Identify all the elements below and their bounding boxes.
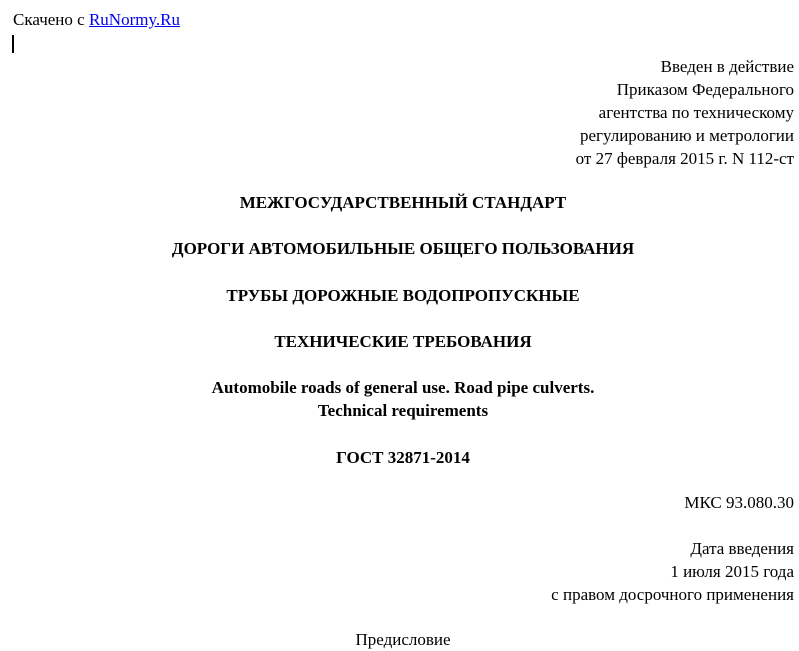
source-line bbox=[13, 9, 180, 31]
foreword-heading: Предисловие bbox=[355, 630, 451, 649]
approval-line: агентства по техническому bbox=[598, 103, 794, 122]
standard-title-line-2: ТРУБЫ ДОРОЖНЫЕ ВОДОПРОПУСКНЫЕ bbox=[226, 286, 580, 305]
intro-date-line: 1 июля 2015 года bbox=[670, 562, 794, 581]
intro-date-line: Дата введения bbox=[690, 539, 794, 558]
standard-title-line-3: ТЕХНИЧЕСКИЕ ТРЕБОВАНИЯ bbox=[274, 332, 532, 351]
standard-type-heading: МЕЖГОСУДАРСТВЕННЫЙ СТАНДАРТ bbox=[239, 193, 567, 212]
source-prefix: Скачено с bbox=[13, 10, 89, 29]
standard-title-line-1: ДОРОГИ АВТОМОБИЛЬНЫЕ ОБЩЕГО ПОЛЬЗОВАНИЯ bbox=[171, 239, 635, 258]
text-cursor bbox=[12, 35, 14, 53]
approval-line: Введен в действие bbox=[660, 57, 794, 76]
intro-date-block bbox=[551, 537, 794, 606]
approval-block bbox=[374, 55, 794, 170]
approval-line: регулированию и метрологии bbox=[579, 126, 794, 145]
approval-line: от 27 февраля 2015 г. N 112-ст bbox=[575, 149, 794, 168]
source-link[interactable]: RuNormy.Ru bbox=[88, 10, 180, 29]
approval-line: Приказом Федерального bbox=[616, 80, 794, 99]
standard-code: ГОСТ 32871-2014 bbox=[336, 448, 470, 467]
english-title-line-2: Technical requirements bbox=[317, 401, 489, 420]
mks-code: МКС 93.080.30 bbox=[684, 493, 794, 512]
intro-date-line: с правом досрочного применения bbox=[551, 585, 794, 604]
english-title-line-1: Automobile roads of general use. Road pipe culverts. bbox=[211, 378, 595, 397]
